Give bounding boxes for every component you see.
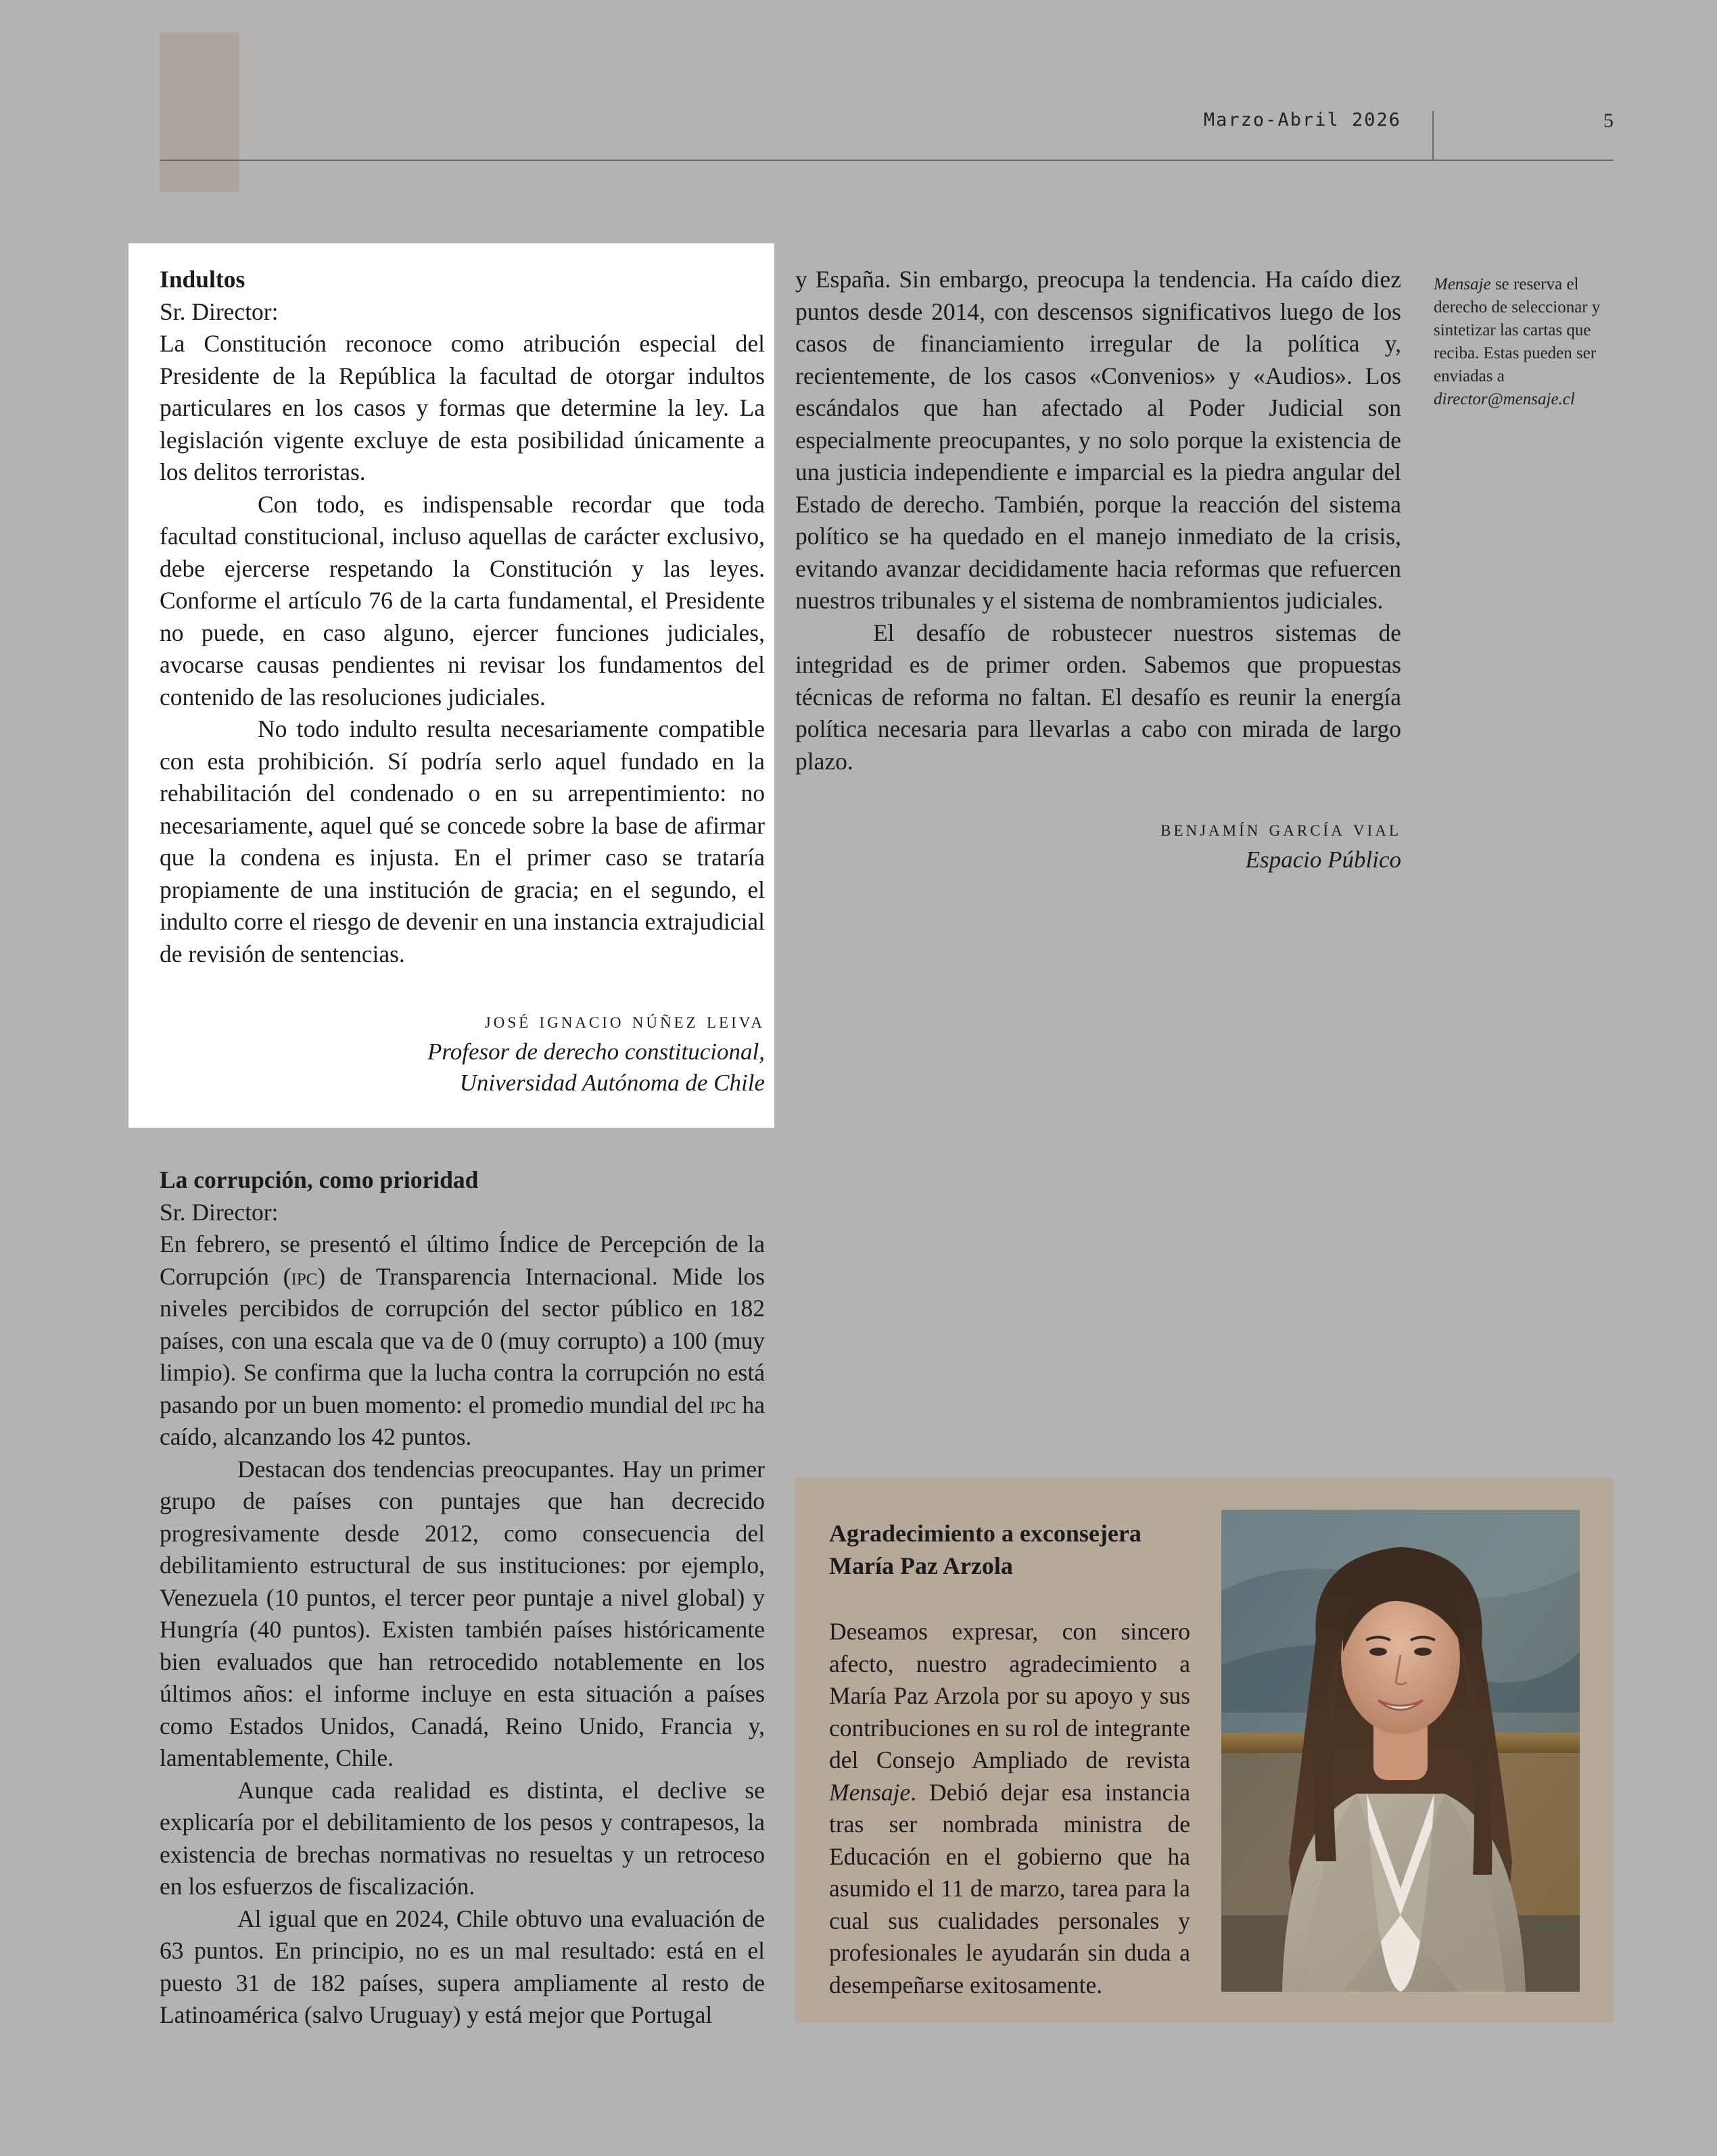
letter-paragraph: La Constitución reconoce como atribución especial del Presidente de la República la facultad de otorgar indultos particulares en los casos y formas que determine la ley. La legislación vigente excluye de esta posibilidad únicamente a los delitos terroristas.: [160, 330, 765, 485]
header-rule: [160, 160, 1614, 161]
abbr-ipc: ipc: [709, 1391, 736, 1418]
issue-date: Marzo-Abril 2026: [1203, 110, 1401, 130]
letter-title: La corrupción, como prioridad: [160, 1166, 479, 1193]
portrait-photo: [1221, 1510, 1580, 1992]
letter-paragraph: No todo indulto resulta necesariamente compatible con esta prohibición. Sí podría serlo aquel fundado en la rehabilitación del condenado o en su arrepentimiento: no necesariamente, aquel qué se concede sobre la base de afirmar que la condena es injusta. En el primer caso se trataría propiamente de una institución de gracia; en el segundo, el indulto corre el riesgo de devenir en una instancia extrajudicial de revisión de sentencias.: [160, 715, 765, 967]
letter-corrupcion-signature: [795, 813, 1401, 876]
letter-paragraph: Con todo, es indispensable recordar que toda facultad constitucional, incluso aquellas de carácter exclusivo, debe ejercerse respetando la Constitución y las leyes. Conforme el artículo 76 de la carta fundamental, el Presidente no puede, en caso alguno, ejercer funciones judiciales, avocarse causas pendientes ni revisar los fundamentos del contenido de las resoluciones judiciales.: [160, 490, 765, 711]
letter-salutation: Sr. Director:: [160, 297, 279, 325]
author-name: josé ignacio núñez leiva: [484, 1009, 765, 1033]
letter-corrupcion-col1: [160, 1164, 765, 2032]
page-number: 5: [1603, 110, 1614, 132]
letter-paragraph: El desafío de robustecer nuestros sistemas de integridad es de primer orden. Sabemos que propuestas técnicas de reforma no faltan. El desafío es reunir la energía política necesaria para llevarlas a cabo con mirada de largo plazo.: [795, 619, 1401, 775]
thanks-text: Deseamos expresar, con sincero afecto, nuestro agradecimiento a María Paz Arzola por su apoyo y sus contribuciones en su rol de integrante del Consejo Ampliado de revista Mensaje. Debió dejar esa instancia tras ser nombrada ministra de Educación en el gobierno que ha asumido el 11 de marzo, tarea para la cual sus cualidades personales y profesionales le ayudarán sin duda a desempeñarse exitosamente.: [829, 1618, 1190, 1998]
corner-tab: [160, 32, 239, 192]
thanks-title: Agradecimiento a exconsejera María Paz Arzola: [829, 1520, 1142, 1579]
letter-salutation: Sr. Director:: [160, 1198, 279, 1226]
letter-paragraph: y España. Sin embargo, preocupa la tendencia. Ha caído diez puntos desde 2014, con descensos significativos luego de los casos de financiamiento irregular de la política y, recientemente, de los casos «Convenios» y «Audios». Los escándalos que han afectado al Poder Judicial son especialmente preocupantes, y no solo porque la existencia de una justicia independiente e imparcial es la piedra angular del Estado de derecho. También, porque la reacción del sistema político se ha quedado en el manejo inmediato de la crisis, evitando avanzar decididamente hacia reformas que refuercen nuestros tribunales y el sistema de nombramientos judiciales.: [795, 266, 1401, 614]
letter-paragraph: Destacan dos tendencias preocupantes. Hay un primer grupo de países con puntajes que han decrecido progresivamente desde 2012, como consecuencia del debilitamiento estructural de sus instituciones: por ejemplo, Venezuela (10 puntos, el tercer peor puntaje a nivel global) y Hungría (40 puntos). Existen también países históricamente bien evaluados que han retrocedido notablemente en los últimos años: el informe incluye en esta situación a países como Estados Unidos, Canadá, Reino Unido, Francia y, lamentablemente, Chile.: [160, 1455, 765, 1771]
letter-indultos: [160, 264, 765, 970]
letter-corrupcion-col2: [795, 264, 1401, 777]
letter-paragraph: En febrero, se presentó el último Índice de Percepción de la Corrupción (ipc) de Transparencia Internacional. Mide los niveles percibidos de corrupción del sector público en 182 países, con una escala que va de 0 (muy corrupto) a 100 (muy limpio). Se confirma que la lucha contra la corrupción no está pasando por un buen momento: el promedio mundial del ipc ha caído, alcanzando los 42 puntos.: [160, 1230, 765, 1450]
editorial-note: Mensaje se reserva el derecho de seleccionar y sintetizar las cartas que reciba. Estas pueden ser enviadas a director@mensaje.cl: [1434, 275, 1601, 408]
letter-title: Indultos: [160, 266, 245, 293]
author-name: benjamín garcía vial: [1160, 817, 1401, 841]
email-link[interactable]: director@mensaje.cl: [1434, 390, 1575, 408]
letter-indultos-signature: [160, 1005, 765, 1099]
author-role: Profesor de derecho constitucional,: [427, 1038, 765, 1065]
letter-paragraph: Al igual que en 2024, Chile obtuvo una evaluación de 63 puntos. En principio, no es un mal resultado: está en el puesto 31 de 182 países, supera ampliamente al resto de Latinoamérica (salvo Uruguay) y está mejor que Portugal: [160, 1905, 765, 2028]
author-affiliation: Universidad Autónoma de Chile: [459, 1070, 765, 1096]
author-role: Espacio Público: [1245, 846, 1401, 873]
letter-paragraph: Aunque cada realidad es distinta, el declive se explicaría por el debilitamiento de los pesos y contrapesos, la existencia de brechas normativas no resueltas y un retroceso en los esfuerzos de fiscalización.: [160, 1776, 765, 1900]
abbr-ipc: ipc: [291, 1262, 318, 1290]
header-divider: [1432, 111, 1434, 160]
